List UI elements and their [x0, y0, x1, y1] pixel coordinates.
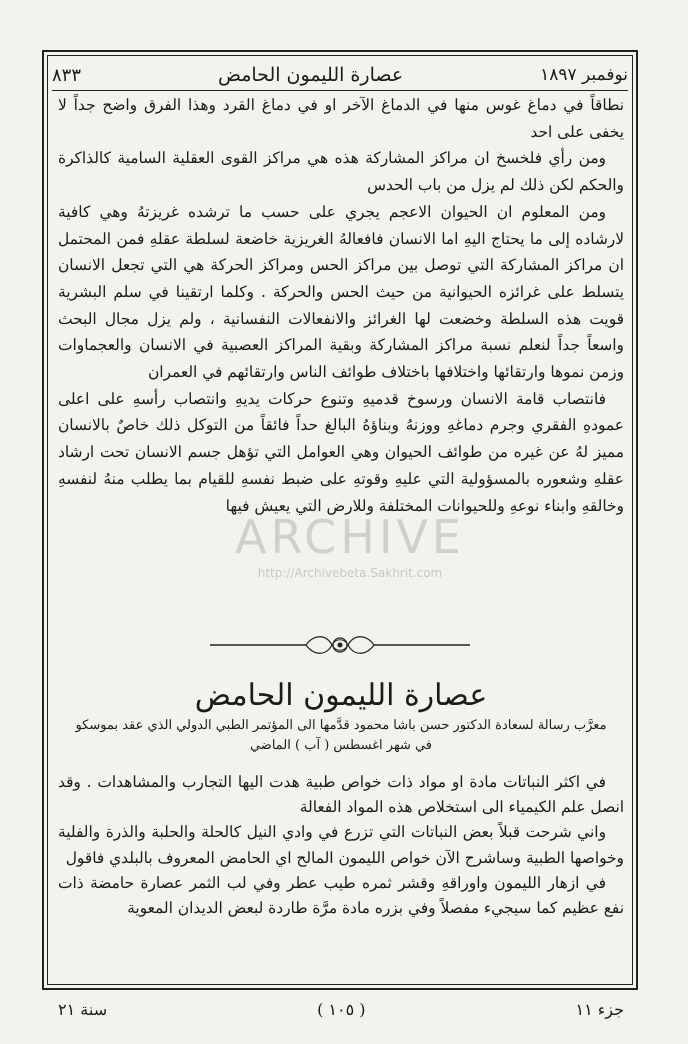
- article-subtitle-line-1: معرَّب رسالة لسعادة الدكتور حسن باشا محمود قدَّمها الى المؤتمر الطبي الدولي الذي عقد بموسكو: [75, 718, 607, 733]
- header-page-number: ٨٣٣: [52, 64, 82, 86]
- paragraph-2: ومن رأي فلخسخ ان مراكز المشاركة هذه هي مراكز القوى العقلية السامية كالذاكرة والحكم لكن ذلك لم يزل من باب الحدس: [58, 149, 624, 195]
- ornament-icon: [210, 630, 470, 660]
- article-paragraph-3: في ازهار الليمون واوراقهِ وقشر ثمره طيب عطر وفي لب الثمر عصارة حامضة ذات نفع عظيم كما سيجيء مفصلاً وفي بزره مادة مرَّة طاردة لبعض الديدان المعوية: [58, 873, 624, 918]
- article-subtitle-line-2: في شهر اغسطس ( آب ) الماضي: [249, 738, 433, 753]
- page-footer: [58, 992, 624, 1026]
- article-title: عصارة الليمون الحامض: [194, 678, 488, 713]
- article-subtitle: [58, 716, 624, 756]
- article-body: [58, 770, 624, 921]
- running-header: [52, 60, 628, 91]
- body-text: [58, 92, 624, 519]
- article-paragraph-2: واني شرحت قبلاً بعض النباتات التي تزرع في وادي النيل كالحلة والحلبة والذرة والفلية وخواصها الطبية وساشرح الآن خواص الليمون المالح اي الحامض المعروف بالبلدي فاقول: [58, 823, 624, 867]
- header-title: عصارة الليمون الحامض: [217, 64, 404, 86]
- paragraph-1: نطاقاً في دماغ غوس منها في الدماغ الآخر او في دماغ القرد وهذا الفرق واضح جداً لا يخفى على احد: [58, 96, 624, 141]
- footer-year: سنة ٢١: [58, 999, 108, 1019]
- watermark-text: ARCHIVE: [235, 510, 465, 564]
- watermark-url: http://Archivebeta.Sakhrit.com: [257, 566, 443, 580]
- paragraph-4: فانتصاب قامة الانسان ورسوخ قدميهِ وتنوع حركات يديهِ وانتصاب رأسهِ على اعلى عمودهِ الفقري وجرم دماغهِ ووزنهُ وبناؤهُ البالغ حداً فائقاً من التوكل ذلك خاصٌ بالانسان مميز لهُ عن غيره من طوائف الحيوان وهي العوامل التي تؤهل جسم الانسان تحت ارشاد عقلهِ وشعوره بالمسؤولية التي عليهِ وقوتهِ على ضبط نفسهِ للقيام بما يطلب منهُ لنفسهِ وخالقهِ وابناء نوعهِ وللحيوانات المختلفة وللارض التي يعيش فيها: [58, 389, 624, 515]
- footer-rule: [48, 988, 634, 989]
- article-paragraph-1: في اكثر النباتات مادة او مواد ذات خواص طبية هدت اليها التجارب والمشاهدات . وقد انصل علم الكيمياء الى استخلاص هذه المواد الفعالة: [58, 773, 624, 817]
- footer-part: جزء ١١: [575, 999, 624, 1019]
- footer-page-number: ( ١٠٥ ): [317, 999, 366, 1019]
- paragraph-3: ومن المعلوم ان الحيوان الاعجم يجري على حسب ما ترشده غريزتهُ وهي كافية لارشاده إلى ما يحتاج اليهِ اما الانسان فافعالهُ الغريزية خاضعة لسلطة عقلهِ فمن المحتمل ان مراكز المشاركة التي توصل بين مراكز الحس ومراكز الحركة هي التي تجعل الانسان يتسلط على غرائزه الحيوانية من حيث الحس والحركة . وكلما ارتقينا في سلم البشرية قويت هذه السلطة وخضعت لها الغرائز والانفعالات النفسانية ، ولم يزل مجال البحث واسعاً جداً لنعلم نسبة مراكز المشاركة وبقية المراكز العصبية في الانسان والعجماوات وزمن نموها وارتقائها واختلافها باختلاف طوائف الناس وارتقائهم في العمران: [58, 202, 624, 382]
- section-divider-ornament: [210, 630, 470, 660]
- header-date: نوفمبر ١٨٩٧: [540, 65, 628, 85]
